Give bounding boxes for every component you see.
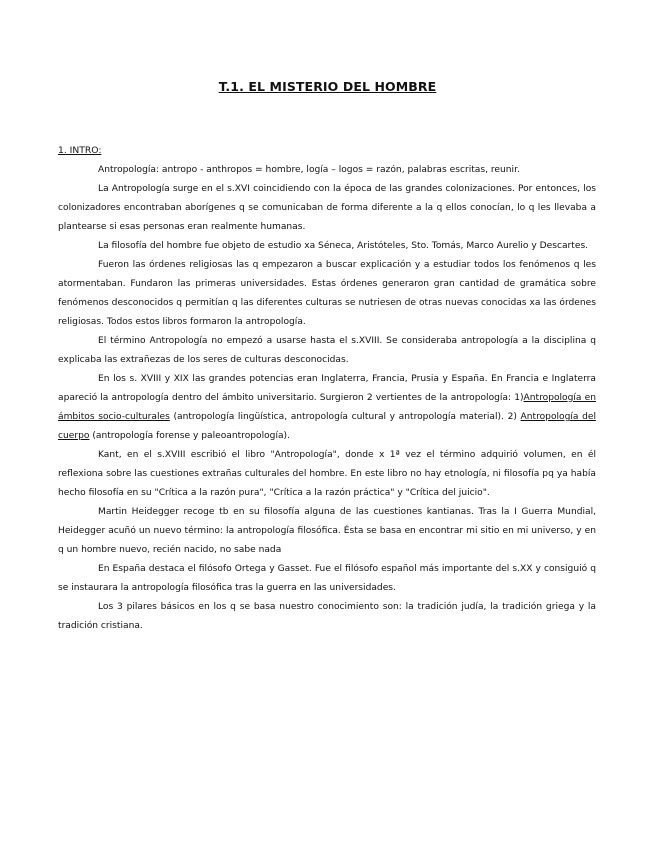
paragraph-heidegger: Martin Heidegger recoge tb en su filosofía alguna de las cuestiones kantianas. Tras la I Guerra Mundial, Heidegger acuñó un nuevo término: la antropología filosófica. Ésta se basa en encontrar mi sitio en mi universo, y en q un hombre nuevo, recién nacido, no sabe nada — [58, 507, 596, 555]
paragraph-origin: La Antropología surge en el s.XVI coincidiendo con la época de las grandes colonizaciones. Por entonces, los colonizadores encontraban aborígenes q se comunicaban de forma diferente a la q ellos conocían, lo q les llevaba a plantearse si esas personas eran realmente humanas. — [58, 184, 596, 232]
branch-body: Antropología del cuerpo — [58, 412, 596, 441]
paragraph-definition: Antropología: antropo - anthropos = hombre, logía – logos = razón, palabras escritas, reunir. — [98, 165, 520, 175]
paragraph-term-usage: El término Antropología no empezó a usarse hasta el s.XVIII. Se consideraba antropología a la disciplina q explicaba las extrañezas de los seres de culturas desconocidas. — [58, 336, 596, 365]
text-segment: En los s. XVIII y XIX las grandes potencias eran Inglaterra, Francia, Prusia y España. En Francia e Inglaterra apareció la antropología dentro del ámbito universitario. Surgieron 2 vertientes de la antropología: 1) — [58, 374, 596, 403]
branch-socio-cultural: Antropología en ámbitos socio-culturales — [58, 393, 596, 422]
paragraph-three-pillars: Los 3 pilares básicos en los q se basa nuestro conocimiento son: la tradición judía, la tradición griega y la tradición cristiana. — [58, 602, 596, 631]
paragraph-two-branches — [58, 370, 596, 446]
page-title: T.1. EL MISTERIO DEL HOMBRE — [218, 79, 437, 94]
paragraph-ortega: En España destaca el filósofo Ortega y Gasset. Fue el filósofo español más importante del s.XX y consiguió q se instaurara la antropología filosófica tras la guerra en las universidades. — [58, 564, 596, 593]
document-body — [58, 161, 596, 636]
text-segment: (antropología lingüística, antropología cultural y antropología material). 2) — [169, 412, 521, 422]
section-heading: 1. INTRO: — [58, 145, 102, 156]
text-segment: (antropología forense y paleoantropología). — [89, 431, 290, 441]
paragraph-philosophers: La filosofía del hombre fue objeto de estudio xa Séneca, Aristóteles, Sto. Tomás, Marco Aurelio y Descartes. — [98, 241, 589, 251]
paragraph-religious-orders: Fueron las órdenes religiosas las q empezaron a buscar explicación y a estudiar todos los fenómenos q les atormentaban. Fundaron las primeras universidades. Estas órdenes generaron gran cantidad de gramática sobre fenómenos desconocidos q permitían q las diferentes culturas se nutriesen de otras nuevas conocidas xa las órdenes religiosas. Todos estos libros formaron la antropología. — [58, 260, 596, 327]
paragraph-kant: Kant, en el s.XVIII escribió el libro "Antropología", donde x 1ª vez el término adquirió volumen, en él reflexiona sobre las cuestiones extrañas culturales del hombre. En este libro no hay etnología, ni filosofía pq ya había hecho filosofía en su "Crítica a la razón pura", "Crítica a la razón práctica" y "Crítica del juicio". — [58, 450, 596, 498]
